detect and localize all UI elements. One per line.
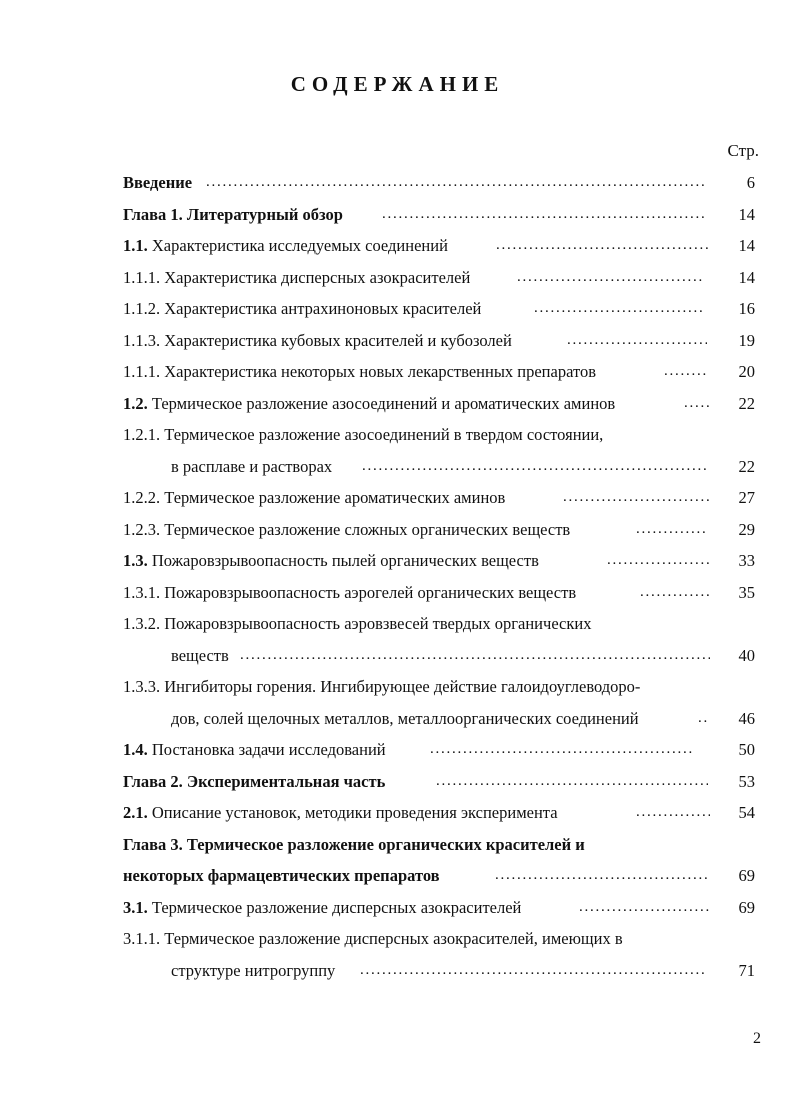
toc-entry: [0, 577, 795, 609]
toc-entry-page: 50: [738, 740, 755, 759]
toc-entry-page: 16: [738, 299, 755, 318]
toc-leader: [636, 514, 708, 546]
toc-entry-text: Характеристика некоторых новых лекарственных препаратов: [164, 362, 597, 381]
toc-leader: [698, 703, 710, 735]
toc-leader: [567, 325, 707, 357]
page-title: СОДЕРЖАНИЕ: [290, 72, 505, 96]
toc-entry-page: 6: [746, 173, 755, 192]
toc-leader: [206, 167, 706, 199]
toc-entry-number: 1.1.1.: [123, 267, 161, 287]
toc-entry: [0, 892, 795, 924]
toc-entry-page: 71: [738, 960, 755, 980]
toc-leader: [579, 892, 709, 924]
toc-entry-text: Термическое разложение азосоединений и ароматических аминов: [151, 393, 616, 413]
toc-entry: [0, 230, 795, 262]
toc-entry-text-cont: в расплаве и растворах: [171, 456, 333, 476]
toc-entry-text-cont: дов, солей щелочных металлов, металлоорганических соединений: [171, 708, 639, 728]
toc-entry-text: Характеристика дисперсных азокрасителей: [164, 267, 471, 287]
toc-entry-number: 1.3.1.: [123, 582, 161, 602]
page-number: 2: [753, 1030, 761, 1047]
toc-entry-text: Термическое разложение дисперсных азокрасителей, имеющих в: [164, 929, 623, 948]
toc-leader: [496, 230, 710, 262]
toc-entry: [0, 419, 795, 451]
toc-entry-number: 1.1.2.: [123, 299, 161, 318]
toc-leader: [517, 262, 705, 294]
toc-entry-number: 2.1.: [123, 803, 148, 822]
toc-entry-number: 1.2.2.: [123, 488, 161, 507]
toc-entry-page: 20: [738, 362, 755, 381]
toc-entry-page: 29: [738, 519, 755, 539]
toc-leader: [563, 482, 709, 514]
toc-entry-text: Описание установок, методики проведения эксперимента: [151, 803, 558, 822]
toc-entry-number: 3.1.1.: [123, 929, 161, 948]
toc-entry-page: 69: [738, 897, 755, 917]
toc-entry-text: Термическое разложение азосоединений в твердом состоянии,: [164, 425, 604, 444]
toc-entry-text-cont: некоторых фармацевтических препаратов: [123, 866, 440, 885]
toc-entry-page: 22: [738, 456, 755, 476]
toc-entry-text: Глава 3. Термическое разложение органических красителей и: [123, 834, 585, 854]
toc-entry: [0, 293, 795, 325]
toc-entry-text: Термическое разложение сложных органических веществ: [164, 519, 571, 539]
toc-entry-number: 1.2.: [123, 393, 148, 413]
toc-leader: [534, 293, 705, 325]
toc-entry: [0, 545, 795, 577]
toc-entry: [0, 199, 795, 231]
page-column-label: Стр.: [727, 141, 759, 160]
toc-leader: [495, 860, 709, 892]
toc-entry: [0, 356, 795, 388]
toc-entry-text: Введение: [123, 173, 193, 192]
toc-entry: [0, 262, 795, 294]
toc-entry: [0, 923, 795, 955]
toc-leader: [664, 356, 708, 388]
toc-entry-continuation: [0, 860, 795, 892]
toc-entry-page: 53: [738, 771, 755, 791]
toc-leader: [607, 545, 709, 577]
toc-entry-number: 1.1.1.: [123, 362, 161, 381]
toc-entry-continuation: [0, 640, 795, 672]
toc-entry-page: 27: [738, 488, 755, 507]
toc-entry: [0, 388, 795, 420]
toc-entry-text: Характеристика исследуемых соединений: [151, 236, 448, 255]
toc-entry-page: 40: [738, 645, 755, 665]
toc-entry-number: 3.1.: [123, 897, 148, 917]
toc-entry-number: 1.3.3.: [123, 677, 161, 696]
toc-entry: [0, 734, 795, 766]
toc-entry-text-cont: структуре нитрогруппу: [171, 960, 336, 980]
toc-entry-number: 1.1.3.: [123, 330, 161, 350]
toc-entry-continuation: [0, 703, 795, 735]
toc-leader: [640, 577, 710, 609]
toc-entry-text: Глава 2. Экспериментальная часть: [123, 771, 386, 791]
toc-entry: [0, 671, 795, 703]
toc-leader: [430, 734, 692, 766]
toc-entry-page: 69: [738, 866, 755, 885]
toc-entry-number: 1.2.1.: [123, 425, 161, 444]
toc-entry-text: Пожаровзрывоопасность аэрогелей органических веществ: [164, 582, 577, 602]
toc-entry-continuation: [0, 451, 795, 483]
toc-entry-page: 33: [738, 551, 755, 570]
toc-entry-text-cont: веществ: [171, 645, 229, 665]
toc-entry-page: 14: [738, 236, 755, 255]
toc-entry-continuation: [0, 955, 795, 987]
toc-leader: [636, 797, 710, 829]
toc-entry: [0, 829, 795, 861]
toc-entry-text: Постановка задачи исследований: [151, 740, 386, 759]
toc-entry-page: 19: [738, 330, 755, 350]
toc-entry-text: Ингибиторы горения. Ингибирующее действие галоидоуглеводоро-: [164, 677, 641, 696]
toc-entry-number: 1.3.2.: [123, 614, 161, 633]
toc-leader: [362, 451, 708, 483]
toc-entry: [0, 766, 795, 798]
toc-entry: [0, 482, 795, 514]
toc-entry-text: Пожаровзрывоопасность аэровзвесей твердых органических: [164, 614, 592, 633]
toc-entry-text: Термическое разложение ароматических аминов: [164, 488, 506, 507]
toc-entry-text: Характеристика кубовых красителей и кубозолей: [164, 330, 512, 350]
toc-entry: [0, 325, 795, 357]
toc-leader: [684, 388, 712, 420]
toc-leader: [240, 640, 710, 672]
toc-entry-page: 46: [738, 708, 755, 728]
toc-entry: [0, 514, 795, 546]
toc-entry-page: 14: [738, 267, 755, 287]
toc-entry-number: 1.4.: [123, 740, 148, 759]
toc-entry-page: 22: [738, 393, 755, 413]
toc-entry-number: 1.1.: [123, 236, 148, 255]
toc-entry-page: 35: [738, 582, 755, 602]
toc-entry: [0, 608, 795, 640]
toc-entry-number: 1.3.: [123, 551, 148, 570]
toc-entry-page: 54: [738, 803, 755, 822]
toc-entry-number: 1.2.3.: [123, 519, 161, 539]
toc-entry-page: 14: [738, 204, 755, 224]
toc-entry-text: Глава 1. Литературный обзор: [123, 204, 343, 224]
toc-entry-text: Пожаровзрывоопасность пылей органических веществ: [151, 551, 539, 570]
toc-entry-text: Термическое разложение дисперсных азокрасителей: [151, 897, 522, 917]
toc-entry: [0, 797, 795, 829]
toc-entry: [0, 167, 795, 199]
toc-leader: [360, 955, 704, 987]
toc-leader: [382, 199, 706, 231]
toc-entry-text: Характеристика антрахиноновых красителей: [164, 299, 482, 318]
toc-leader: [436, 766, 708, 798]
